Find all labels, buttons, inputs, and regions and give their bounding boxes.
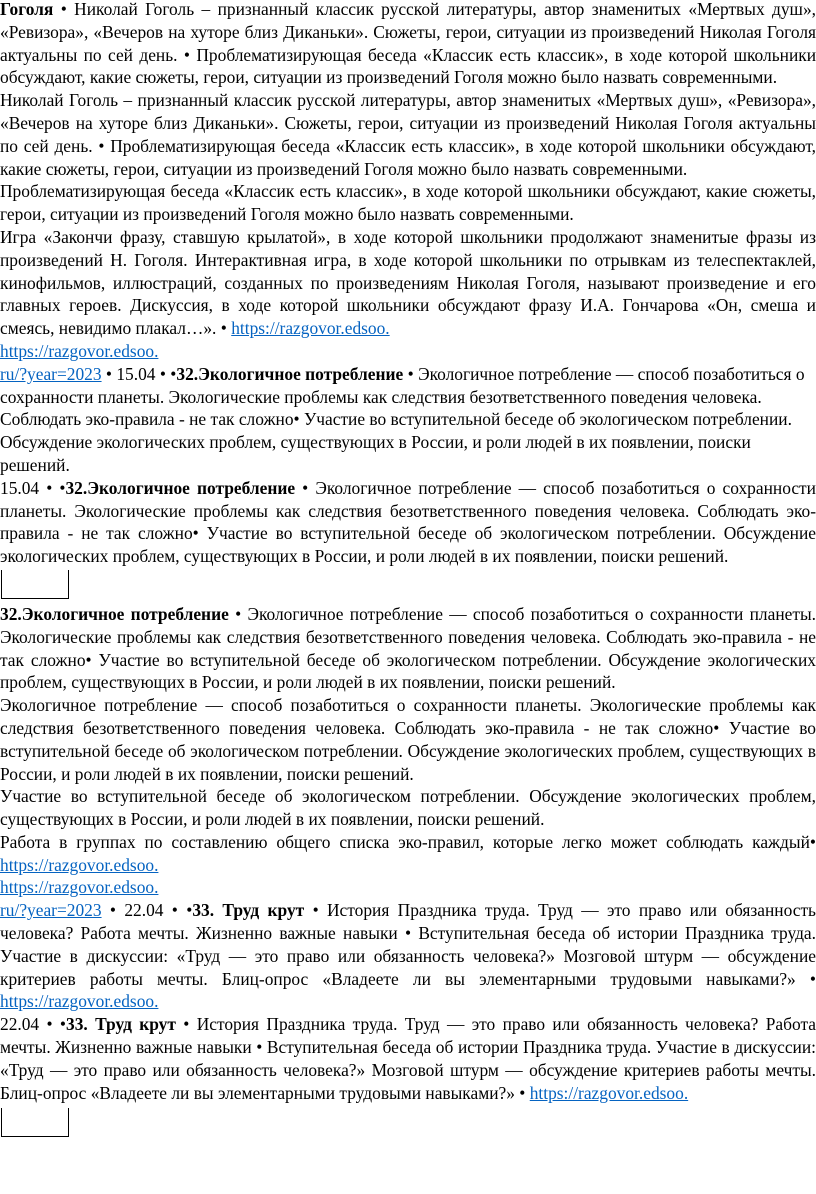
paragraph-eco-3 xyxy=(0,603,816,694)
topic-title: 33. Труд крут xyxy=(192,900,305,921)
razgovor-link[interactable]: https://razgovor.edsoo. xyxy=(529,1082,689,1103)
bullet: • xyxy=(235,603,242,624)
bold-lead: Гоголя xyxy=(0,0,54,19)
bullet: • xyxy=(713,717,720,738)
text: Работа в группах по составлению общего списка эко-правил, которые легко может соблюдать каждый xyxy=(0,831,810,852)
paragraph-labor-2 xyxy=(0,1013,816,1104)
bullet: • xyxy=(302,477,309,498)
paragraph-eco-5: Участие во вступительной беседе об экологическом потреблении. Обсуждение экологических проблем, существующих в России, и роли людей в их появлении, поиски решений. xyxy=(0,786,816,830)
text: Николай Гоголь – признанный классик русской литературы, автор знаменитых «Мертвых душ», «Ревизора», «Вечеров на хуторе близ Диканьки». Сюжеты, герои, ситуации из произведений Николая Гоголя актуальны по сей день. xyxy=(0,90,816,156)
date: 15.04 xyxy=(112,363,160,384)
bullet: • xyxy=(170,363,177,384)
bullet: • xyxy=(186,900,193,921)
bullet: • xyxy=(312,900,319,921)
topic-title: 32.Экологичное потребление xyxy=(0,603,229,624)
bullet: • xyxy=(85,649,92,670)
bullet: • xyxy=(256,1037,263,1058)
razgovor-link[interactable]: https://razgovor.edsoo. xyxy=(0,991,159,1012)
paragraph-game xyxy=(0,226,816,340)
bullet: • xyxy=(809,831,816,852)
text: Игра «Закончи фразу, ставшую крылатой», в ходе которой школьники продолжают знаменитые фразы из произведений Н. Гоголя. Интерактивная игра, в ходе которой школьники по отрывкам из телеспектаклей, кинофильмов, иллюстраций, созданных по произведениям Николая Гоголя, называют произведение и его главных героев. Дискуссия, в ходе которой школьники обсуждают фразу И.А. Гончарова «Он, смеша и смеясь, невидимо плакал…». xyxy=(0,226,816,339)
topic-title: 32.Экологичное потребление xyxy=(65,477,296,498)
paragraph-eco-2 xyxy=(0,477,816,568)
text: Участие во вступительной беседе об экологическом потреблении. Обсуждение экологических проблем, существующих в России, и роли людей в их появлении, поиски решений. xyxy=(0,409,792,475)
text: Экологичное потребление — способ позаботиться о сохранности планеты. Экологические проблемы как следствия безответственного поведения человека. Соблюдать эко-правила - не так сложно xyxy=(0,363,805,430)
topic-title: 32.Экологичное потребление xyxy=(176,363,404,384)
razgovor-link[interactable]: https://razgovor.edsoo. xyxy=(0,854,159,875)
bullet: • xyxy=(98,135,105,156)
paragraph-eco-1 xyxy=(0,340,816,477)
date: 22.04 xyxy=(0,1014,47,1035)
topic-title: 33. Труд крут xyxy=(66,1014,176,1035)
bullet: • xyxy=(46,477,53,498)
razgovor-link[interactable]: https://razgovor.edsoo. xyxy=(0,877,159,898)
bullet: • xyxy=(105,363,113,384)
text: Вступительная беседа об истории Праздника труда. Участие в дискуссии: «Труд — это право или обязанность человека?» Мозговой штурм — обсуждение критериев работы мечты. Блиц-опрос «Владеете ли вы элементарными трудовыми навыками?» xyxy=(0,1037,816,1103)
paragraph-gogol-repeat xyxy=(0,89,816,180)
text: Экологичное потребление — способ позаботиться о сохранности планеты. Экологические проблемы как следствия безответственного поведения человека. Соблюдать эко-правила - не так сложно xyxy=(0,695,816,738)
bullet: • xyxy=(59,1014,67,1035)
text: Проблематизирующая беседа «Классик есть классик», в ходе которой школьники обсуждают, какие сюжеты, герои, ситуации из произведений Гоголя можно было назвать современными. xyxy=(0,44,816,88)
table-cell-empty xyxy=(1,570,69,599)
table-cell-empty xyxy=(1,1108,69,1137)
bullet: • xyxy=(60,0,67,19)
year-link[interactable]: ru/?year=2023 xyxy=(0,363,102,384)
bullet: • xyxy=(407,363,414,384)
text: История Праздника труда. Труд — это право или обязанность человека? Работа мечты. Жизненно важные навыки xyxy=(0,1014,816,1058)
bullet: • xyxy=(519,1082,526,1103)
razgovor-link[interactable]: https://razgovor.edsoo. xyxy=(0,340,159,361)
text: Участие во вступительной беседе об экологическом потреблении. Обсуждение экологических проблем, существующих в России, и роли людей в их появлении, поиски решений. xyxy=(0,717,816,784)
text: Проблематизирующая беседа «Классик есть классик», в ходе которой школьники обсуждают, какие сюжеты, герои, ситуации из произведений Гоголя можно было назвать современными. xyxy=(0,135,816,179)
text: Николай Гоголь – признанный классик русской литературы, автор знаменитых «Мертвых душ», «Ревизора», «Вечеров на хуторе близ Диканьки». Сюжеты, герои, ситуации из произведений Николая Гоголя актуальны по сей день. xyxy=(0,0,816,65)
paragraph-labor-1 xyxy=(0,876,816,1013)
text: История Праздника труда. Труд — это право или обязанность человека? Работа мечты. Жизненно важные навыки xyxy=(0,900,816,944)
bullet: • xyxy=(171,900,178,921)
bullet: • xyxy=(404,923,412,944)
bullet: • xyxy=(809,968,816,989)
bullet: • xyxy=(109,900,116,921)
bullet: • xyxy=(293,409,300,430)
bullet: • xyxy=(59,477,66,498)
date: 22.04 xyxy=(116,900,172,921)
bullet: • xyxy=(220,318,227,339)
bullet: • xyxy=(46,1014,53,1035)
text: Вступительная беседа об истории Праздника труда. Участие в дискуссии: «Труд — это право или обязанность человека?» Мозговой штурм — обсуждение критериев работы мечты. Блиц-опрос «Владеете ли вы элементарными трудовыми навыками?» xyxy=(0,923,816,989)
year-link[interactable]: ru/?year=2023 xyxy=(0,900,102,921)
bullet: • xyxy=(183,44,190,65)
text: Участие во вступительной беседе об экологическом потреблении. Обсуждение экологических проблем, существующих в России, и роли людей в их появлении, поиски решений. xyxy=(0,649,816,693)
paragraph-discussion: Проблематизирующая беседа «Классик есть классик», в ходе которой школьники обсуждают, какие сюжеты, герои, ситуации из произведений Гоголя можно было назвать современными. xyxy=(0,181,816,225)
date: 15.04 xyxy=(0,477,47,498)
razgovor-link[interactable]: https://razgovor.edsoo. xyxy=(231,318,390,339)
text: Экологичное потребление — способ позаботиться о сохранности планеты. Экологические проблемы как следствия безответственного поведения человека. Соблюдать эко-правила - не так сложно xyxy=(0,477,816,544)
bullet: • xyxy=(183,1014,190,1035)
paragraph-eco-4 xyxy=(0,694,816,785)
paragraph-gogol-intro xyxy=(0,0,816,89)
bullet: • xyxy=(192,523,199,544)
bullet: • xyxy=(159,363,166,384)
paragraph-eco-rules xyxy=(0,831,816,877)
text: Экологичное потребление — способ позаботиться о сохранности планеты. Экологические проблемы как следствия безответственного поведения человека. Соблюдать эко-правила - не так сложно xyxy=(0,603,816,670)
text: Участие во вступительной беседе об экологическом потреблении. Обсуждение экологических проблем, существующих в России, и роли людей в их появлении, поиски решений. xyxy=(0,523,816,567)
